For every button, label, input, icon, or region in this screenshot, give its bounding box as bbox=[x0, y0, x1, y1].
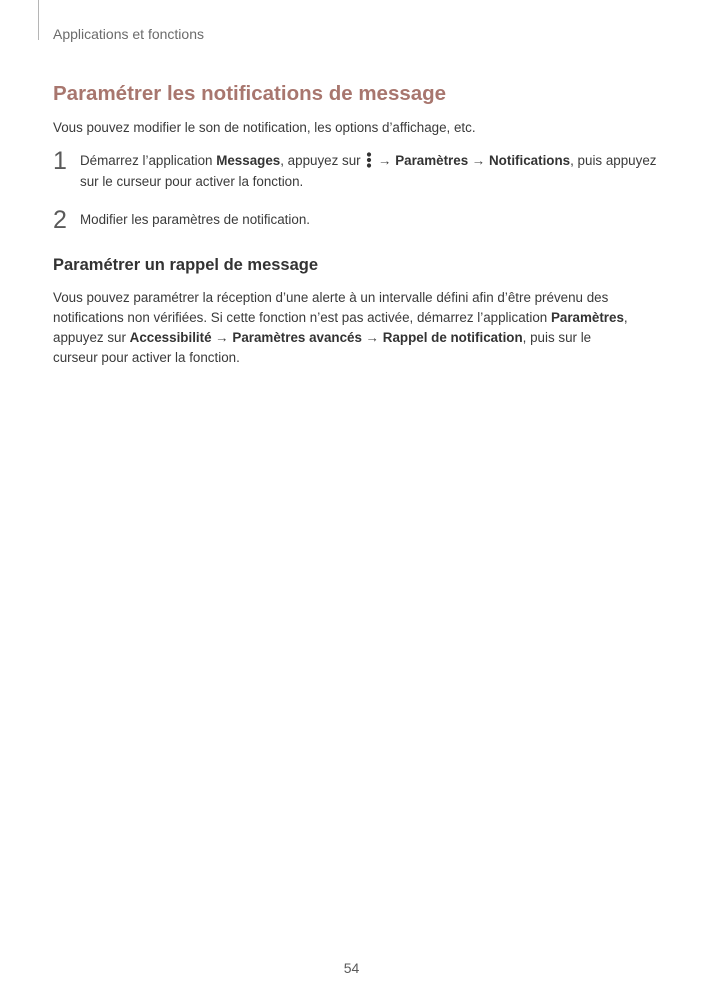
app-name-parametres: Paramètres bbox=[550, 310, 624, 325]
menu-accessibilite: Accessibilité bbox=[129, 330, 212, 345]
step-number: 1 bbox=[53, 147, 67, 175]
menu-rappel-de-notification: Rappel de notification bbox=[382, 330, 523, 345]
arrow: → bbox=[361, 330, 383, 345]
text-run: , puis appuyez sur le curseur pour activer la fonction. bbox=[80, 153, 657, 189]
subsection-body bbox=[53, 288, 633, 368]
step-number: 2 bbox=[53, 206, 67, 234]
arrow: → bbox=[374, 153, 396, 168]
section-intro: Vous pouvez modifier le son de notification, les options d’affichage, etc. bbox=[53, 120, 476, 135]
more-options-icon bbox=[366, 152, 372, 168]
menu-parametres: Paramètres bbox=[395, 153, 469, 168]
subsection-title: Paramétrer un rappel de message bbox=[53, 256, 319, 274]
menu-notifications: Notifications bbox=[489, 153, 571, 168]
step-2-text: Modifier les paramètres de notification. bbox=[80, 212, 310, 227]
text-run: , appuyez sur bbox=[53, 310, 628, 345]
margin-rule bbox=[38, 0, 39, 40]
text-run: , puis sur le curseur pour activer la fonction. bbox=[53, 330, 592, 365]
arrow: → bbox=[211, 330, 233, 345]
menu-parametres-avances: Paramètres avancés bbox=[232, 330, 362, 345]
text-run: Vous pouvez paramétrer la réception d’une alerte à un intervalle défini afin d’être prévenu des notifications non vérifiées. Si cette fonction n’est pas activée, démarrez l’application bbox=[53, 290, 609, 325]
running-head: Applications et fonctions bbox=[53, 26, 204, 42]
section-title: Paramétrer les notifications de message bbox=[53, 82, 447, 105]
arrow: → bbox=[468, 153, 490, 168]
text-run: , appuyez sur bbox=[280, 153, 365, 168]
text-run: Démarrez l’application bbox=[80, 153, 217, 168]
page-number: 54 bbox=[343, 960, 360, 976]
app-name-messages: Messages bbox=[216, 153, 281, 168]
step-1-text bbox=[80, 150, 665, 192]
